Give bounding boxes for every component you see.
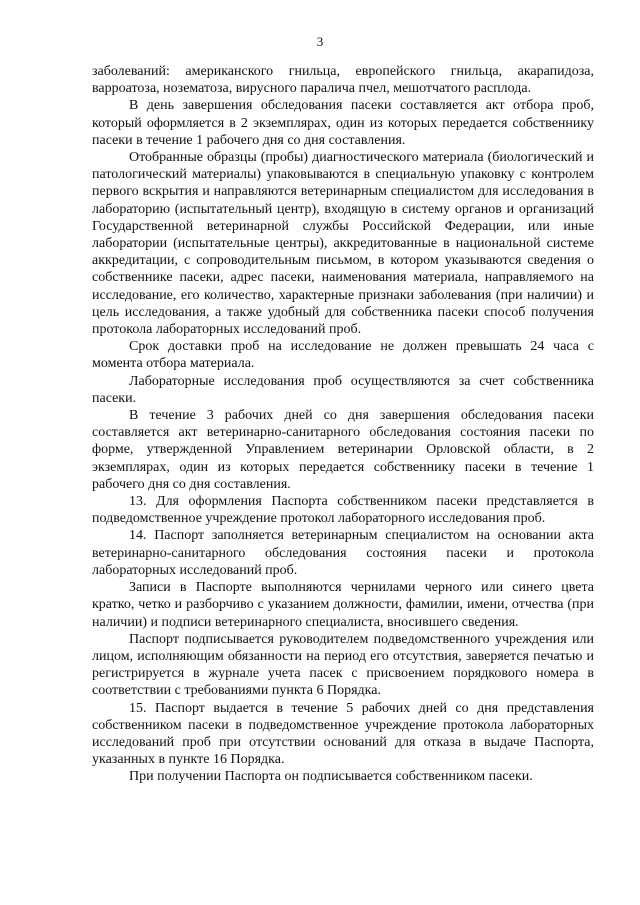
paragraph-lab-costs: Лабораторные исследования проб осуществляются за счет собственника пасеки. bbox=[92, 373, 594, 406]
paragraph-passport-receipt: При получении Паспорта он подписывается собственником пасеки. bbox=[129, 769, 533, 785]
paragraph-item-13: 13. Для оформления Паспорта собственником пасеки представляется в подведомственное учреждение протокол лабораторного исследования проб. bbox=[92, 494, 594, 527]
paragraph-delivery-term: Срок доставки проб на исследование не должен превышать 24 часа с момента отбора материала. bbox=[92, 339, 594, 372]
paragraph-diseases-list: заболеваний: американского гнильца, европейского гнильца, акарапидоза, варроатоза, нозематоза, вирусного паралича пчел, мешотчатого расплода. bbox=[92, 64, 594, 97]
paragraph-sampling-act: В день завершения обследования пасеки составляется акт отбора проб, который оформляется в 2 экземплярах, один из которых передается собственнику пасеки в течение 1 рабочего дня со дня составления. bbox=[92, 98, 594, 148]
paragraph-inspection-act: В течение 3 рабочих дней со дня завершения обследования пасеки составляется акт ветеринарно-санитарного обследования состояния пасеки по форме, утвержденной Управлением ветеринарии Орловской области, в 2 экземплярах, один из которых передается собственнику пасеки в течение 1 рабочего дня со дня составления. bbox=[92, 408, 594, 492]
document-body bbox=[92, 63, 594, 786]
page-number: 3 bbox=[316, 34, 324, 49]
paragraph-samples-packaging: Отобранные образцы (пробы) диагностического материала (биологический и патологический материалы) упаковываются в специальную упаковку с контролем первого вскрытия и направляются ветеринарным специалистом для исследования в лабораторию (испытательный центр), входящую в систему органов и организаций Государственной ветеринарной службы Российской Федерации, или иные лаборатории (испытательные центры), аккредитованные в национальной системе аккредитации, с сопроводительным письмом, в котором указываются сведения о собственнике пасеки, адрес пасеки, наименования материала, направляемого на исследование, его количество, характерные признаки заболевания (при наличии) и цель исследования, а также удобный для собственника пасеки способ получения протокола лабораторных исследований проб. bbox=[92, 150, 594, 338]
paragraph-item-15: 15. Паспорт выдается в течение 5 рабочих дней со дня представления собственником пасеки в подведомственное учреждение протокола лабораторных исследований проб при отсутствии оснований для отказа в выдаче Паспорта, указанных в пункте 16 Порядка. bbox=[92, 700, 594, 768]
paragraph-passport-signing: Паспорт подписывается руководителем подведомственного учреждения или лицом, исполняющим обязанности на период его отсутствия, заверяется печатью и регистрируется в журнале учета пасек с присвоением порядкового номера в соответствии с требованиями пункта 6 Порядка. bbox=[92, 631, 594, 699]
paragraph-passport-entries: Записи в Паспорте выполняются чернилами черного или синего цвета кратко, четко и разборчиво с указанием должности, фамилии, имени, отчества (при наличии) и подписи ветеринарного специалиста, вносившего сведения. bbox=[92, 580, 594, 630]
paragraph-item-14: 14. Паспорт заполняется ветеринарным специалистом на основании акта ветеринарно-санитарного обследования состояния пасеки и протокола лабораторных исследований проб. bbox=[92, 528, 594, 578]
